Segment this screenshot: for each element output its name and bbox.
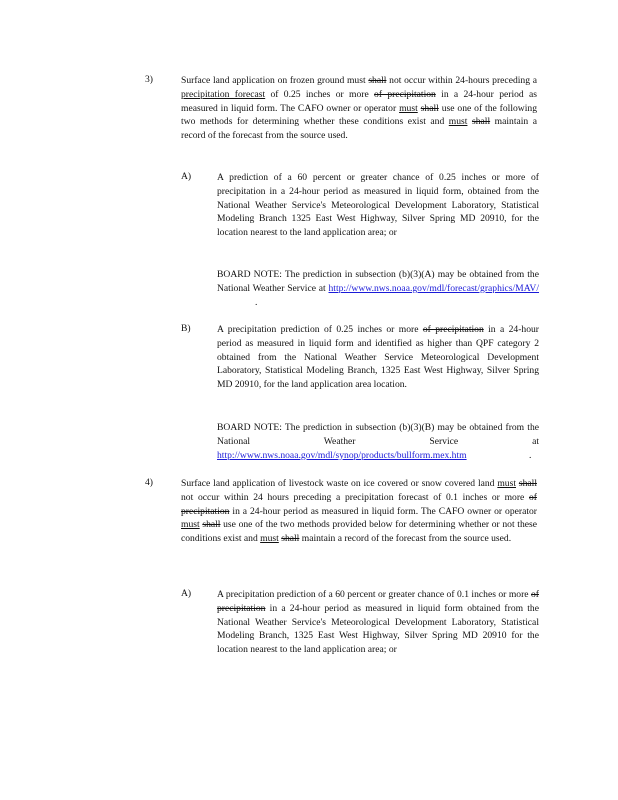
text-run: Surface land application on frozen ground must	[181, 75, 369, 86]
struck-text: of precipitation	[217, 589, 539, 614]
struck-text: shall	[420, 102, 439, 114]
struck-text: shall	[518, 478, 537, 489]
text-run: use one of the two methods provided below for determining whether or not these conditions exist and	[181, 519, 537, 545]
struck-text: shall	[368, 75, 387, 86]
board-note-text: BOARD NOTE: The prediction in subsection (b)(3)(A) may be obtained from the National Weather Service at	[217, 269, 539, 294]
underlined-text: must	[260, 533, 279, 545]
board-note-text: BOARD NOTE: The prediction in subsection (b)(3)(B) may be obtained from the National Weather Service at	[217, 422, 539, 447]
item-3a-text	[217, 171, 539, 240]
underlined-text: must	[497, 478, 516, 489]
struck-text: of precipitation	[374, 88, 436, 100]
text-run: in a 24-hour period as measured in liquid form and identified as higher than QPF category 2 obtained from the National Weather Service Meteorological Development Laboratory, Statistical Modeling Branch, 1325 East West Highway, Silver Spring MD 20910, for the land application area location.	[217, 324, 540, 391]
board-note	[217, 421, 539, 462]
struck-text: shall	[471, 116, 491, 128]
text-run: of 0.25 inches or more	[265, 88, 375, 100]
subitem-letter: A)	[181, 588, 192, 599]
text-run: maintain a record of the forecast from the source used.	[181, 116, 537, 142]
text-run: not occur within 24 hours preceding a precipitation forecast of 0.1 inches or more	[181, 491, 529, 503]
note-period: .	[255, 296, 258, 308]
underlined-text: precipitation forecast	[181, 88, 266, 100]
subitem-letter: B)	[181, 323, 191, 334]
text-run: in a 24-hour period as measured in liquid form. The CAFO owner or operator	[181, 88, 538, 114]
underlined-text: must	[181, 519, 200, 531]
nws-link[interactable]: http://www.nws.noaa.gov/mdl/synop/products/bullform.mex.htm	[217, 449, 467, 461]
text-run: in a 24-hour period as measured in liquid form. The CAFO owner or operator	[229, 505, 537, 517]
text-run: not occur within 24-hours preceding a	[386, 75, 537, 86]
struck-text: of precipitation	[181, 491, 537, 517]
nws-link[interactable]: http://www.nws.noaa.gov/mdl/forecast/graphics/MAV/	[328, 282, 539, 294]
text-run: maintain a record of the forecast from the source used.	[299, 533, 512, 545]
board-note	[217, 268, 539, 309]
text-run: use one of the following two methods for determining whether these conditions exist and	[181, 102, 537, 128]
underlined-text: must	[399, 102, 418, 114]
note-period: .	[529, 449, 532, 461]
item-4-text	[181, 477, 537, 546]
text-run: A precipitation prediction of a 60 percent or greater chance of 0.1 inches or more	[217, 589, 531, 600]
item-4a-text	[217, 588, 539, 657]
item-3b-text	[217, 323, 539, 392]
text-run: Surface land application of livestock waste on ice covered or snow covered land	[181, 478, 498, 489]
underlined-text: must	[448, 116, 468, 128]
struck-text: shall	[202, 519, 221, 531]
struck-text: shall	[281, 533, 300, 545]
item-3-text	[181, 74, 537, 143]
text-run: A prediction of a 60 percent or greater chance of 0.25 inches or more of precipitation in a 24-hour period as measured in liquid form, obtained from the National Weather Service's Meteorological Development Laboratory, Statistical Modeling Branch 1325 East West Highway, Silver Spring MD 20910, for the location nearest to the land application area; or	[217, 172, 539, 239]
struck-text: of precipitation	[422, 324, 484, 335]
item-number: 3)	[145, 74, 153, 85]
text-run: in a 24-hour period as measured in liquid form obtained from the National Weather Service's Meteorological Development Laboratory, Statistical Modeling Branch, 1325 East West Highway, Silver Spring MD 20910 for the location nearest to the land application area; or	[217, 602, 539, 656]
subitem-letter: A)	[181, 171, 192, 182]
text-run: A precipitation prediction of 0.25 inches or more	[217, 324, 423, 335]
item-number: 4)	[145, 477, 153, 488]
